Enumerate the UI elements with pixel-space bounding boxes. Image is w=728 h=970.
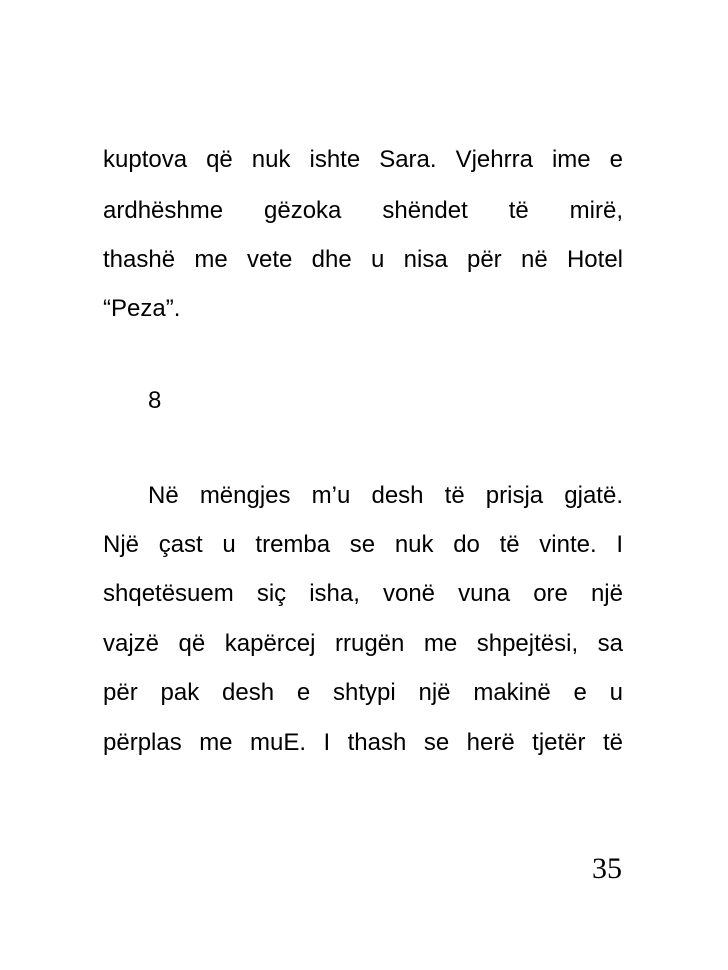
text-line: kuptova që nuk ishte Sara. Vjehrra ime e [103,146,623,173]
text-line: shqetësuem siç isha, vonë vuna ore një [103,580,623,607]
text-line: përplas me muE. I thash se herë tjetër të [103,729,623,756]
text-line: Në mëngjes m’u desh të prisja gjatë. [148,482,623,509]
text-line: Një çast u tremba se nuk do të vinte. I [103,531,623,558]
text-line: për pak desh e shtypi një makinë e u [103,679,623,706]
text-line: ardhëshme gëzoka shëndet të mirë, [103,197,623,224]
text-line: vajzë që kapërcej rrugën me shpejtësi, sa [103,630,623,657]
section-heading: 8 [148,387,162,414]
text-line: thashë me vete dhe u nisa për në Hotel [103,246,623,273]
page-number: 35 [592,852,622,885]
text-line: “Peza”. [103,295,181,322]
